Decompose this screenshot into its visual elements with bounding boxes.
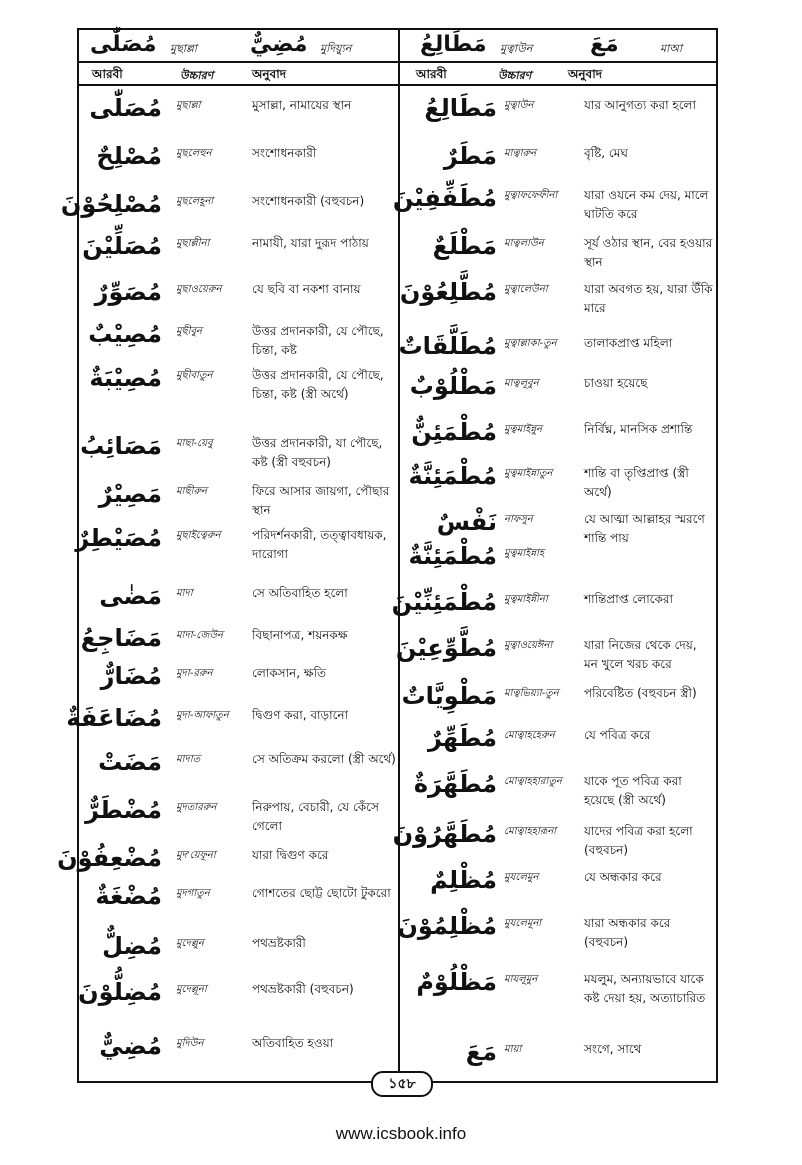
col-head-trans-left: অনুবাদ bbox=[252, 67, 287, 81]
entry-meaning: যারা ওযনে কম দেয়, মালে ঘাটতি করে bbox=[584, 188, 709, 221]
entry-meaning: সংশোধনকারী (বহুবচন) bbox=[252, 194, 365, 208]
header-translit-2: মুদিয়্যুন bbox=[320, 42, 352, 55]
entry-meaning: উত্তর প্রদানকারী, যে পৌছে, চিন্তা, কষ্ট bbox=[252, 324, 384, 357]
entry-arabic: مُضِيٌّ bbox=[99, 1032, 162, 1060]
entry-arabic: مُضِلُّوْنَ bbox=[78, 978, 162, 1006]
entry-arabic: مُضْعِفُوْنَ bbox=[57, 844, 162, 872]
entry-meaning: যারা অবগত হয়, যারা উঁকি মারে bbox=[584, 282, 713, 315]
entry-meaning: উত্তর প্রদানকারী, যা পৌছে, কষ্ট (স্ত্রী বহুবচন) bbox=[252, 436, 383, 469]
entry-pronunciation: মুযলেমূনা bbox=[504, 918, 542, 929]
entry-arabic: مُطْمَئِنٌّ bbox=[411, 418, 497, 446]
entry-pronunciation: মুত্বাফফেফীনা bbox=[504, 190, 558, 201]
entry-arabic: مَظْلُوْمٌ bbox=[416, 968, 497, 996]
entry-meaning: শান্তিপ্রাপ্ত লোকেরা bbox=[584, 592, 673, 606]
entry-arabic: مُطَفِّفِيْنَ bbox=[392, 184, 497, 212]
entry-meaning: উত্তর প্রদানকারী, যে পৌছে, চিন্তা, কষ্ট (স্ত্রী অর্থে) bbox=[252, 368, 384, 401]
entry-pronunciation: মুত্বমাইন্নাতুন bbox=[504, 468, 553, 479]
entry-pronunciation: মুত্বাওয়েঈনা bbox=[504, 640, 553, 651]
entry-arabic: مَصِيْرٌ bbox=[98, 480, 162, 508]
header-arabic-3: مَطَالِعُ bbox=[420, 32, 487, 57]
entry-arabic: مُظْلِمٌ bbox=[430, 866, 497, 894]
entry-pronunciation: মাযলূমুন bbox=[504, 974, 538, 985]
entry-pronunciation: মুত্বমাইন্নীনা bbox=[504, 594, 548, 605]
entry-pronunciation: মুত্বমাইন্নুন bbox=[504, 424, 542, 435]
entry-arabic: مَطْوِيَّاتٌ bbox=[401, 682, 497, 710]
entry-pronunciation: মুদ'য়েফূনা bbox=[176, 850, 216, 861]
entry-pronunciation: মাছা-য়েবু bbox=[176, 438, 213, 449]
entry-arabic: مُطْمَئِنَّةٌ bbox=[408, 542, 497, 570]
entry-arabic: مُضَارٌّ bbox=[100, 662, 162, 690]
entry-meaning: যে পবিত্র করে bbox=[584, 728, 651, 742]
entry-pronunciation: মুছাল্লা bbox=[176, 100, 201, 111]
entry-pronunciation: মুছীবুন bbox=[176, 326, 203, 337]
entry-meaning: শান্তি বা তৃপ্তিপ্রাপ্ত (স্ত্রী অর্থে) bbox=[584, 466, 689, 499]
entry-meaning: নির্বিঘ্ন, মানসিক প্রশান্তি bbox=[584, 422, 693, 436]
header-arabic-2: مُضِيٌّ bbox=[250, 32, 308, 57]
entry-arabic: مَطْلُوْبٌ bbox=[409, 372, 497, 400]
entry-meaning: গোশতের ছোট্ট ছোটো টুকরো bbox=[252, 886, 391, 900]
entry-meaning: যে আত্মা আল্লাহর স্মরণে শান্তি পায় bbox=[584, 512, 705, 545]
entry-meaning: যারা অন্ধকার করে (বহুবচন) bbox=[584, 916, 671, 949]
entry-pronunciation: মাত্বভিয়্যা-তুন bbox=[504, 688, 559, 699]
entry-arabic: مُصْلِحُوْنَ bbox=[60, 190, 162, 218]
entry-arabic: مُصِيْبَةٌ bbox=[89, 364, 162, 392]
col-head-pron-right: উচ্চারণ bbox=[498, 69, 532, 82]
entry-arabic: مُصَيْطِرٌ bbox=[75, 524, 162, 552]
entry-pronunciation: মুছলেহূনা bbox=[176, 196, 214, 207]
header-translit-1: মুছাল্লা bbox=[170, 42, 197, 55]
entry-arabic: مَطَرٌ bbox=[443, 142, 497, 170]
entry-arabic: مُصَوِّرٌ bbox=[94, 278, 162, 306]
entry-meaning: চাওয়া হয়েছে bbox=[584, 376, 648, 390]
entry-pronunciation: মুদা-ররুন bbox=[176, 668, 213, 679]
entry-arabic: مُطَّلِعُوْنَ bbox=[399, 278, 497, 306]
entry-pronunciation: মুদগাতুন bbox=[176, 888, 210, 899]
header-arabic-1: مُصَلّٰى bbox=[90, 32, 157, 57]
entry-meaning: নিরুপায়, বেচারী, যে কেঁসে গেলো bbox=[252, 800, 379, 833]
entry-pronunciation: মুছাইত্বেরুন bbox=[176, 530, 221, 541]
entry-arabic: مُطْمَئِنَّةٌ bbox=[408, 462, 497, 490]
col-head-arabic-left: আরবী bbox=[92, 67, 123, 81]
entry-meaning: যার আনুগত্য করা হলো bbox=[584, 98, 696, 112]
entry-arabic: مُصِيْبٌ bbox=[88, 320, 162, 348]
entry-arabic: مُصَلّٰى bbox=[89, 94, 162, 122]
col-head-arabic-right: আরবী bbox=[416, 67, 447, 81]
entry-pronunciation: মুদিউন bbox=[176, 1038, 204, 1049]
entry-pronunciation: মাছীরুন bbox=[176, 486, 208, 497]
entry-pronunciation: মুছীবাতুন bbox=[176, 370, 213, 381]
entry-arabic: مَضَتْ bbox=[98, 748, 162, 776]
entry-arabic: مَطْلَعٌ bbox=[432, 232, 497, 260]
header-rule-bottom bbox=[77, 84, 718, 86]
entry-arabic: مُطَهَّرُوْنَ bbox=[392, 820, 497, 848]
col-head-pron-left: উচ্চারণ bbox=[180, 69, 214, 82]
entry-arabic: مُطَّوِّعِيْنَ bbox=[395, 634, 497, 662]
entry-pronunciation: মোত্বাহহারূনা bbox=[504, 826, 557, 837]
entry-arabic: مُضِلٌّ bbox=[102, 932, 162, 960]
entry-meaning: সূর্য ওঠার স্থান, বের হওয়ার স্থান bbox=[584, 236, 713, 269]
header-arabic-4: مَعَ bbox=[590, 32, 619, 57]
entry-pronunciation: মুদা-আফাতুন bbox=[176, 710, 229, 721]
entry-arabic: مُطْمَئِنِّيْنَ bbox=[391, 588, 497, 616]
entry-meaning: মযলুম, অন্যায়ভাবে যাকে কষ্ট দেয়া হয়, অত্যাচারিত bbox=[584, 972, 706, 1005]
entry-arabic: مُطَلَّقَاتٌ bbox=[398, 332, 497, 360]
entry-meaning: সংগে, সাথে bbox=[584, 1042, 642, 1056]
footer-url: www.icsbook.info bbox=[335, 1124, 467, 1143]
entry-arabic: مُصَلِّيْنَ bbox=[82, 232, 162, 260]
entry-arabic: مُصْلِحٌ bbox=[96, 142, 162, 170]
entry-meaning: বৃষ্টি, মেঘ bbox=[584, 146, 628, 160]
entry-arabic: نَفْسٌ bbox=[436, 508, 497, 536]
entry-pronunciation: মুছলেহুন bbox=[176, 148, 212, 159]
header-translit-4: মাআ bbox=[660, 42, 683, 55]
entry-pronunciation: মুদেল্লুন bbox=[176, 938, 204, 949]
entry-meaning: তালাকপ্রাপ্ত মহিলা bbox=[584, 336, 673, 350]
entry-meaning: যারা নিজের থেকে দেয়, মন খুলে খরচ করে bbox=[584, 638, 697, 671]
entry-pronunciation: মুত্বালেউনা bbox=[504, 284, 548, 295]
entry-meaning: পথভ্রষ্টকারী (বহুবচন) bbox=[252, 982, 354, 996]
entry-meaning: যারা দ্বিগুণ করে bbox=[252, 848, 329, 862]
entry-pronunciation: মুত্বাল্লাকা-তুন bbox=[504, 338, 557, 349]
entry-pronunciation: মুযলেমুন bbox=[504, 872, 539, 883]
entry-arabic: مَضٰى bbox=[99, 582, 162, 610]
entry-pronunciation: মুদতাররুন bbox=[176, 802, 217, 813]
header-translit-3: মুত্বাউন bbox=[500, 42, 533, 55]
entry-arabic: مَضَاجِعُ bbox=[80, 624, 162, 652]
entry-pronunciation: মাত্বলূবুন bbox=[504, 378, 539, 389]
entry-meaning: দ্বিগুণ করা, বাড়ানো bbox=[252, 708, 349, 722]
entry-pronunciation: মাদাত bbox=[176, 754, 201, 765]
entry-meaning: যাদের পবিত্র করা হলো (বহুবচন) bbox=[584, 824, 693, 857]
entry-pronunciation: মোত্বাহহারাতুন bbox=[504, 776, 562, 787]
entry-arabic: مُطَهَّرَةٌ bbox=[413, 770, 497, 798]
entry-meaning: লোকসান, ক্ষতি bbox=[252, 666, 327, 680]
entry-meaning: সংশোধনকারী bbox=[252, 146, 317, 160]
entry-pronunciation: মুছাওয়েরুন bbox=[176, 284, 222, 295]
entry-meaning: ফিরে আসার জায়গা, পৌছার স্থান bbox=[252, 484, 390, 517]
entry-pronunciation: নাফসুন bbox=[504, 514, 533, 525]
entry-pronunciation: মায়া bbox=[504, 1044, 522, 1055]
entry-arabic: مَصَائِبُ bbox=[80, 432, 162, 460]
entry-arabic: مَطَالِعُ bbox=[424, 94, 497, 122]
entry-arabic: مُضْطَرٌّ bbox=[85, 796, 162, 824]
entry-arabic: مُضْغَةٌ bbox=[95, 882, 162, 910]
entry-meaning: মুসাল্লা, নামাযের স্থান bbox=[252, 98, 352, 112]
entry-meaning: অতিবাহিত হওয়া bbox=[252, 1036, 334, 1050]
entry-meaning: পরিবেষ্টিত (বহুবচন স্ত্রী) bbox=[584, 686, 697, 700]
col-head-trans-right: অনুবাদ bbox=[568, 67, 603, 81]
entry-arabic: مُضَاعَفَةٌ bbox=[66, 704, 162, 732]
entry-meaning: পথভ্রষ্টকারী bbox=[252, 936, 306, 950]
entry-pronunciation: মুছাল্লীনা bbox=[176, 238, 210, 249]
entry-arabic: مَعَ bbox=[465, 1038, 497, 1066]
entry-meaning: সে অতিবাহিত হলো bbox=[252, 586, 348, 600]
entry-meaning: সে অতিক্রম করলো (স্ত্রী অর্থে) bbox=[252, 752, 396, 766]
entry-pronunciation: মাত্বারুন bbox=[504, 148, 537, 159]
entry-meaning: পরিদর্শনকারী, তত্ত্বাবধায়ক, দারোগা bbox=[252, 528, 387, 561]
entry-pronunciation: মাদা-জেউন bbox=[176, 630, 223, 641]
entry-meaning: বিছানাপত্র, শয়নকক্ষ bbox=[252, 628, 348, 642]
entry-pronunciation: মুত্বাউন bbox=[504, 100, 534, 111]
entry-pronunciation: মুদেল্লূনা bbox=[176, 984, 207, 995]
entry-arabic: مُطَهِّرٌ bbox=[427, 724, 497, 752]
page-number: ১৫৮ bbox=[371, 1071, 433, 1097]
entry-meaning: যে অন্ধকার করে bbox=[584, 870, 662, 884]
entry-meaning: যে ছবি বা নকশা বানায় bbox=[252, 282, 361, 296]
entry-pronunciation: মাত্বলাউন bbox=[504, 238, 544, 249]
entry-meaning: নামাযী, যারা দুরূদ পাঠায় bbox=[252, 236, 369, 250]
entry-arabic: مُظْلِمُوْنَ bbox=[397, 912, 497, 940]
entry-pronunciation: মাদা bbox=[176, 588, 193, 599]
entry-pronunciation: মুত্বমাইন্নাহ bbox=[504, 548, 545, 559]
entry-meaning: যাকে পূত পবিত্র করা হয়েছে (স্ত্রী অর্থে) bbox=[584, 774, 682, 807]
entry-pronunciation: মোত্বাহহেরুন bbox=[504, 730, 555, 741]
header-rule-top bbox=[77, 61, 718, 63]
